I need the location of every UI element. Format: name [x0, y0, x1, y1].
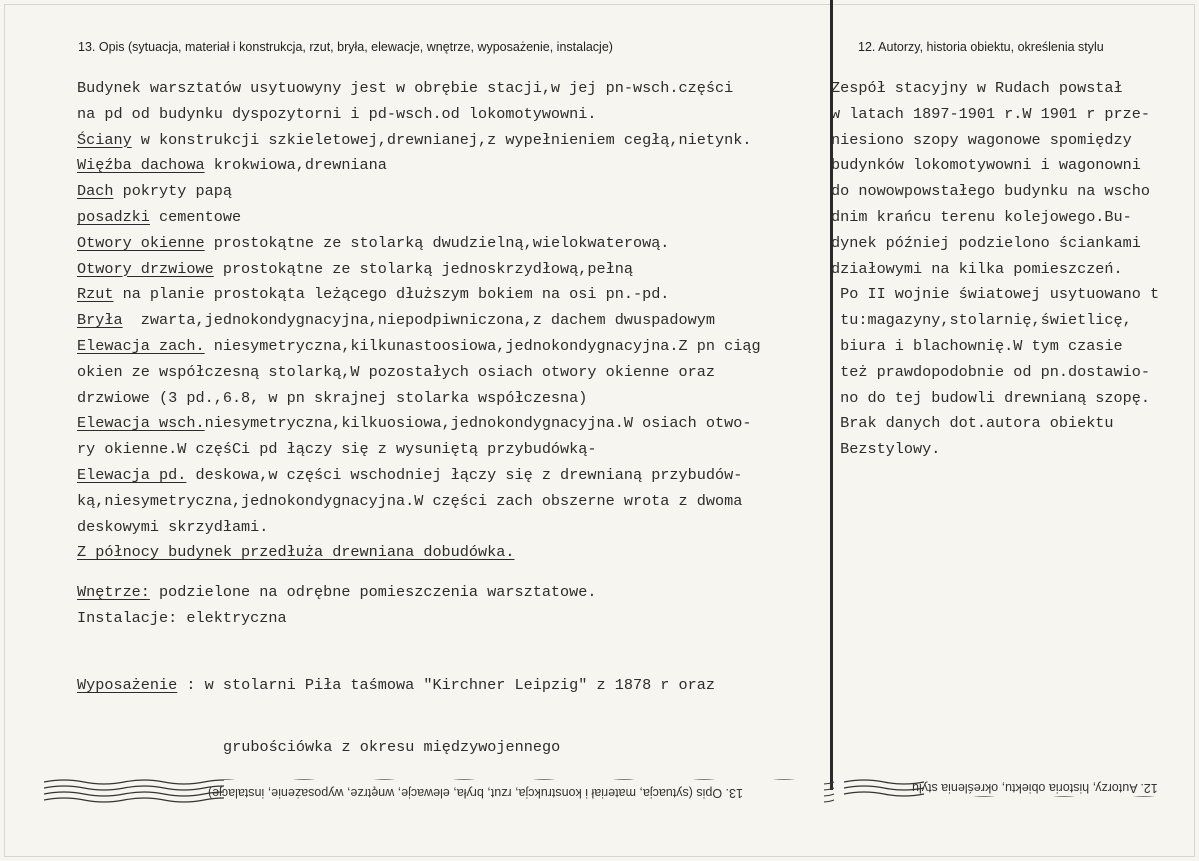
- history-line: niesiono szopy wagonowe spomiędzy: [831, 130, 1132, 149]
- text-line: [77, 437, 761, 463]
- line-text: drzwiowe (3 pd.,6.8, w pn skrajnej stolarka współczesna): [77, 388, 588, 407]
- text-line: [77, 489, 761, 515]
- line-text: Instalacje: elektryczna: [77, 609, 287, 627]
- underlined-heading: Rzut: [77, 285, 114, 304]
- text-line: [77, 605, 597, 631]
- history-line: no do tej budowli drewnianą szopę.: [831, 388, 1150, 407]
- text-line: [77, 179, 761, 205]
- line-text: krokwiowa,drewniana: [204, 156, 387, 175]
- history-line: Zespół stacyjny w Rudach powstał: [831, 79, 1123, 97]
- line-text: niesymetryczna,kilkunastoosiowa,jednokondygnacyjna.Z pn ciąg: [204, 336, 761, 355]
- history-line: dnim krańcu terenu kolejowego.Bu-: [831, 207, 1132, 226]
- history-line: tu:magazyny,stolarnię,świetlicę,: [831, 311, 1132, 330]
- line-text: Budynek warsztatów usytuowyny jest w obrębie stacji,w jej pn-wsch.części: [77, 79, 734, 97]
- interior-installations-text: [77, 579, 597, 631]
- history-line: Po II wojnie światowej usytuowano t: [831, 285, 1160, 304]
- text-line: [77, 282, 761, 308]
- equipment-line-2: grubościówka z okresu międzywojennego: [223, 738, 561, 756]
- text-line: [77, 515, 761, 541]
- text-line: [77, 411, 761, 437]
- underlined-heading: Elewacja zach.: [77, 336, 205, 355]
- line-text: na pd od budynku dyspozytorni i pd-wsch.od lokomotywowni.: [77, 104, 597, 123]
- underlined-heading: Elewacja wsch.: [77, 414, 205, 433]
- line-text: w konstrukcji szkieletowej,drewnianej,z wypełnieniem cegłą,nietynk.: [131, 130, 752, 149]
- underlined-heading: Otwory okienne: [77, 233, 205, 252]
- text-line: [77, 540, 761, 566]
- underlined-heading: Otwory drzwiowe: [77, 259, 214, 278]
- history-line: do nowowpowstałego budynku na wscho: [831, 182, 1150, 201]
- equipment-line-1: : w stolarni Piła taśmowa "Kirchner Leipzig" z 1878 r oraz: [177, 676, 715, 694]
- line-text: ry okienne.W częśCi pd łączy się z wysuniętą przybudówką-: [77, 440, 597, 459]
- text-line: [77, 102, 761, 128]
- left-column-header: 13. Opis (sytuacja, materiał i konstrukcja, rzut, bryła, elewacje, wnętrze, wyposażenie, instalacje): [78, 40, 613, 54]
- line-text: ką,niesymetryczna,jednokondygnacyjna.W części zach obszerne wrota z dwoma: [77, 491, 743, 510]
- line-text: na planie prostokąta leżącego dłuższym bokiem na osi pn.-pd.: [113, 285, 670, 304]
- text-line: [77, 76, 761, 102]
- equipment-label: Wyposażenie: [77, 676, 178, 694]
- right-column-header: 12. Autorzy, historia obiektu, określenia stylu: [858, 40, 1104, 54]
- underlined-heading: Więźba dachowa: [77, 156, 205, 175]
- history-line: działowymi na kilka pomieszczeń.: [831, 259, 1123, 278]
- equipment-section: [77, 636, 715, 778]
- history-line: Bezstylowy.: [831, 440, 941, 459]
- underlined-heading: posadzki: [77, 207, 150, 226]
- line-text: cementowe: [149, 207, 242, 226]
- text-line: [77, 128, 761, 154]
- underlined-heading: Elewacja pd.: [77, 465, 187, 484]
- description-text: [77, 76, 761, 566]
- history-line: budynków lokomotywowni i wagonowni: [831, 156, 1141, 175]
- text-line: [77, 579, 597, 605]
- history-line: biura i blachownię.W tym czasie: [831, 336, 1123, 355]
- underlined-heading: Bryła: [77, 311, 123, 330]
- mirrored-left-header: 13. Opis (sytuacja, materiał i konstrukcja, rzut, bryła, elewacje, wnętrze, wyposażenie, instalacje): [208, 786, 743, 800]
- text-line: [77, 463, 761, 489]
- underlined-heading: Z północy budynek przedłuża drewniana dobudówka.: [77, 543, 515, 562]
- text-line: [77, 257, 761, 283]
- underlined-heading: Dach: [77, 182, 114, 201]
- line-text: niesymetryczna,kilkuosiowa,jednokondygnacyjna.W osiach otwo-: [204, 414, 752, 433]
- text-line: [77, 360, 761, 386]
- history-line: dynek później podzielono ściankami: [831, 233, 1141, 252]
- line-text: podzielone na odrębne pomieszczenia warsztatowe.: [149, 583, 597, 601]
- mirrored-right-header: 12. Autorzy, historia obiektu, określenia stylu: [912, 781, 1158, 795]
- underlined-heading: Wnętrze:: [77, 583, 150, 601]
- text-line: [77, 308, 761, 334]
- line-text: deskowymi skrzydłami.: [77, 517, 269, 536]
- line-text: zwarta,jednokondygnacyjna,niepodpiwniczona,z dachem dwuspadowym: [122, 311, 715, 330]
- history-line: Brak danych dot.autora obiektu: [831, 414, 1114, 433]
- underlined-heading: Ściany: [77, 130, 132, 149]
- line-text: pokryty papą: [113, 182, 232, 201]
- line-text: prostokątne ze stolarką dwudzielną,wielokwaterową.: [204, 233, 670, 252]
- line-text: deskowa,w części wschodniej łączy się z drewnianą przybudów-: [186, 465, 743, 484]
- line-text: prostokątne ze stolarką jednoskrzydłową,pełną: [213, 259, 633, 278]
- history-text: [831, 76, 1159, 463]
- line-text: okien ze współczesną stolarką,W pozostałych osiach otwory okienne oraz: [77, 362, 715, 381]
- history-line: też prawdopodobnie od pn.dostawio-: [831, 362, 1150, 381]
- text-line: [77, 386, 761, 412]
- text-line: [77, 231, 761, 257]
- text-line: [77, 153, 761, 179]
- history-line: w latach 1897-1901 r.W 1901 r prze-: [831, 104, 1150, 123]
- text-line: [77, 334, 761, 360]
- text-line: [77, 205, 761, 231]
